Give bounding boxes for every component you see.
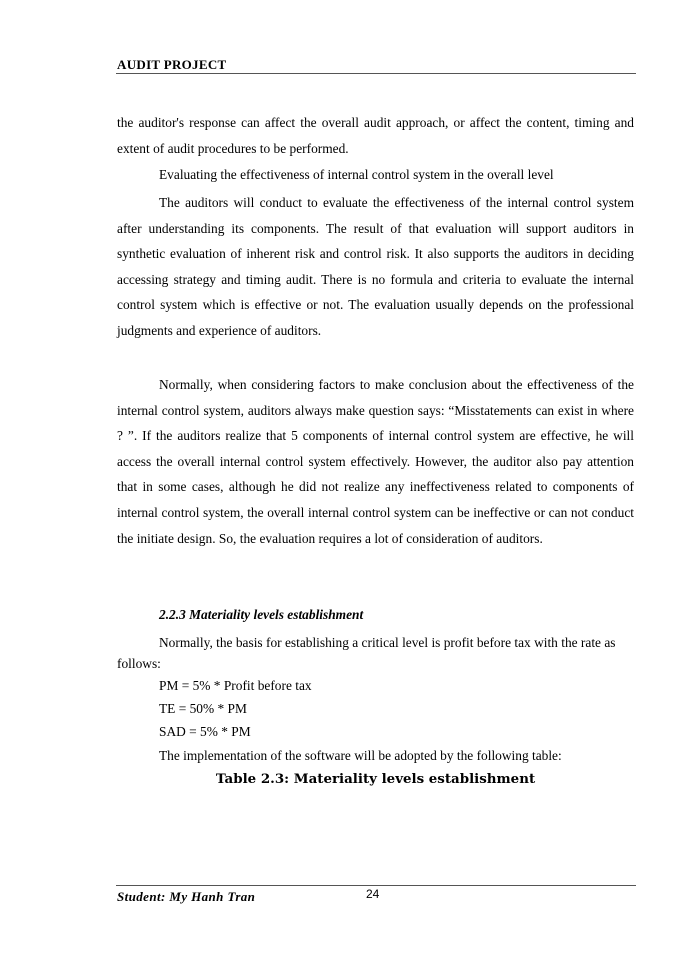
formula-pm: PM = 5% * Profit before tax	[159, 678, 312, 693]
paragraph-effectiveness-conclusion: Normally, when considering factors to make conclusion about the effectiveness of the internal control system, auditors always make question says: “Misstatements can exist in where ? ”. If the auditors realize that 5 components of internal control system are effective, he will access the overall internal control system effectively. However, the auditor also pay attention that in some cases, although he did not realize any ineffectiveness related to components of internal control system, the overall internal control system can be ineffective or can not conduct the initiate design. So, the evaluation requires a lot of consideration of auditors.	[117, 377, 634, 546]
header-rule	[116, 73, 636, 74]
formula-te: TE = 50% * PM	[159, 701, 247, 716]
table-caption: Table 2.3: Materiality levels establishment	[215, 771, 536, 787]
paragraph-evaluation-method: The auditors will conduct to evaluate the effectiveness of the internal control system after understanding its components. The result of that evaluation will support auditors in synthetic evaluation of inherent risk and control risk. It also supports the auditors in deciding accessing strategy and timing audit. There is no formula and criteria to evaluate the internal control system which is effective or not. The evaluation usually depends on the professional judgments and experience of auditors.	[117, 195, 634, 338]
footer-student-name: Student: My Hanh Tran	[117, 889, 256, 904]
formula-sad: SAD = 5% * PM	[159, 724, 251, 739]
paragraph-audit-approach: the auditor's response can affect the overall audit approach, or affect the content, timing and extent of audit procedures to be performed.	[117, 115, 634, 156]
paragraph-evaluating-heading: Evaluating the effectiveness of internal control system in the overall level	[159, 167, 554, 182]
paragraph-software-table-intro: The implementation of the software will be adopted by the following table:	[159, 748, 562, 763]
paragraph-materiality-basis: Normally, the basis for establishing a critical level is profit before tax with the rate as follows:	[117, 635, 616, 671]
page-number: 24	[366, 887, 380, 901]
section-heading-materiality: 2.2.3 Materiality levels establishment	[159, 607, 364, 622]
footer-rule	[116, 885, 636, 886]
running-header-title: AUDIT PROJECT	[117, 57, 227, 72]
